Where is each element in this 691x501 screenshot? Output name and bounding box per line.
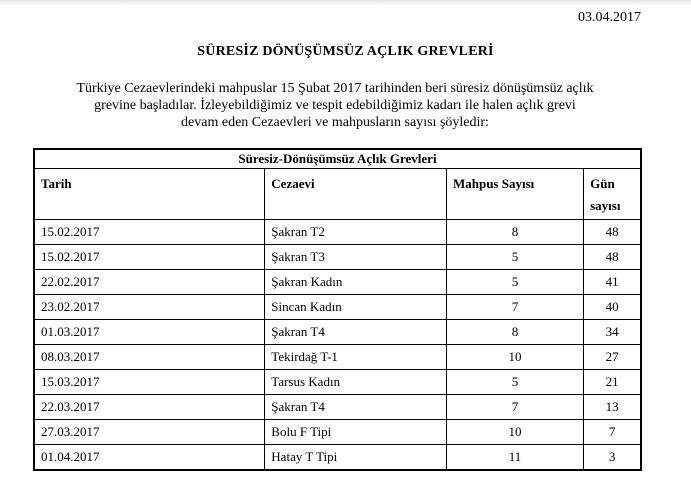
- cell-mahpus-sayisi: 7: [446, 395, 583, 420]
- cell-tarih: 01.04.2017: [34, 445, 265, 471]
- cell-tarih: 23.02.2017: [34, 295, 265, 320]
- cell-tarih: 15.03.2017: [34, 370, 265, 395]
- cell-mahpus-sayisi: 8: [446, 320, 583, 345]
- cell-gun-sayisi: 34: [584, 320, 641, 345]
- page-top-edge: [0, 0, 691, 6]
- cell-cezaevi: Şakran T4: [265, 320, 447, 345]
- table-row: [34, 345, 641, 370]
- cell-gun-sayisi: 7: [584, 420, 641, 445]
- table-caption: Süresiz-Dönüşümsüz Açlık Grevleri: [34, 149, 641, 169]
- header-gun-sayisi: [584, 169, 641, 220]
- intro-line: devam eden Cezaevleri ve mahpusların sayısı şöyledir:: [181, 115, 489, 130]
- cell-tarih: 08.03.2017: [34, 345, 265, 370]
- cell-tarih: 22.03.2017: [34, 395, 265, 420]
- cell-mahpus-sayisi: 10: [446, 420, 583, 445]
- document-title: SÜRESİZ DÖNÜŞÜMSÜZ AÇLIK GREVLERİ: [197, 44, 494, 59]
- table-row: [34, 395, 641, 420]
- table-row: [34, 295, 641, 320]
- cell-gun-sayisi: 13: [584, 395, 641, 420]
- cell-cezaevi: Bolu F Tipi: [265, 420, 447, 445]
- table-row: [34, 245, 641, 270]
- cell-gun-sayisi: 48: [584, 220, 641, 245]
- table-row: [34, 420, 641, 445]
- intro-line: grevine başladılar. İzleyebildiğimiz ve tespit edebildiğimiz kadarı ile halen açlık grevi: [94, 98, 576, 113]
- cell-gun-sayisi: 41: [584, 270, 641, 295]
- intro-line: Türkiye Cezaevlerindeki mahpuslar 15 Şubat 2017 tarihinden beri süresiz dönüşümsüz açlık: [76, 81, 594, 96]
- cell-mahpus-sayisi: 5: [446, 370, 583, 395]
- cell-mahpus-sayisi: 5: [446, 270, 583, 295]
- table-row: [34, 445, 641, 471]
- cell-tarih: 15.02.2017: [34, 245, 265, 270]
- cell-gun-sayisi: 21: [584, 370, 641, 395]
- header-tarih: Tarih: [34, 169, 265, 220]
- cell-cezaevi: Şakran Kadın: [265, 270, 447, 295]
- cell-cezaevi: Sincan Kadın: [265, 295, 447, 320]
- cell-tarih: 22.02.2017: [34, 270, 265, 295]
- cell-gun-sayisi: 40: [584, 295, 641, 320]
- cell-tarih: 01.03.2017: [34, 320, 265, 345]
- header-gun-line1: Gün: [590, 176, 615, 191]
- table-row: [34, 270, 641, 295]
- cell-mahpus-sayisi: 7: [446, 295, 583, 320]
- document-date: 03.04.2017: [578, 10, 641, 25]
- cell-gun-sayisi: 27: [584, 345, 641, 370]
- table-row: [34, 220, 641, 245]
- header-mahpus-sayisi: Mahpus Sayısı: [446, 169, 583, 220]
- cell-tarih: 27.03.2017: [34, 420, 265, 445]
- intro-paragraph: [30, 80, 640, 131]
- cell-tarih: 15.02.2017: [34, 220, 265, 245]
- hunger-strike-table: [33, 148, 642, 471]
- table-row: [34, 320, 641, 345]
- cell-cezaevi: Şakran T3: [265, 245, 447, 270]
- cell-mahpus-sayisi: 11: [446, 445, 583, 471]
- table-row: [34, 370, 641, 395]
- cell-gun-sayisi: 3: [584, 445, 641, 471]
- cell-mahpus-sayisi: 10: [446, 345, 583, 370]
- table-header-row: [34, 169, 641, 220]
- header-cezaevi: Cezaevi: [265, 169, 447, 220]
- cell-cezaevi: Şakran T4: [265, 395, 447, 420]
- cell-cezaevi: Şakran T2: [265, 220, 447, 245]
- cell-mahpus-sayisi: 8: [446, 220, 583, 245]
- cell-mahpus-sayisi: 5: [446, 245, 583, 270]
- cell-cezaevi: Hatay T Tipi: [265, 445, 447, 471]
- cell-gun-sayisi: 48: [584, 245, 641, 270]
- table-caption-row: [34, 149, 641, 169]
- header-gun-line2: sayısı: [590, 198, 621, 213]
- cell-cezaevi: Tekirdağ T-1: [265, 345, 447, 370]
- cell-cezaevi: Tarsus Kadın: [265, 370, 447, 395]
